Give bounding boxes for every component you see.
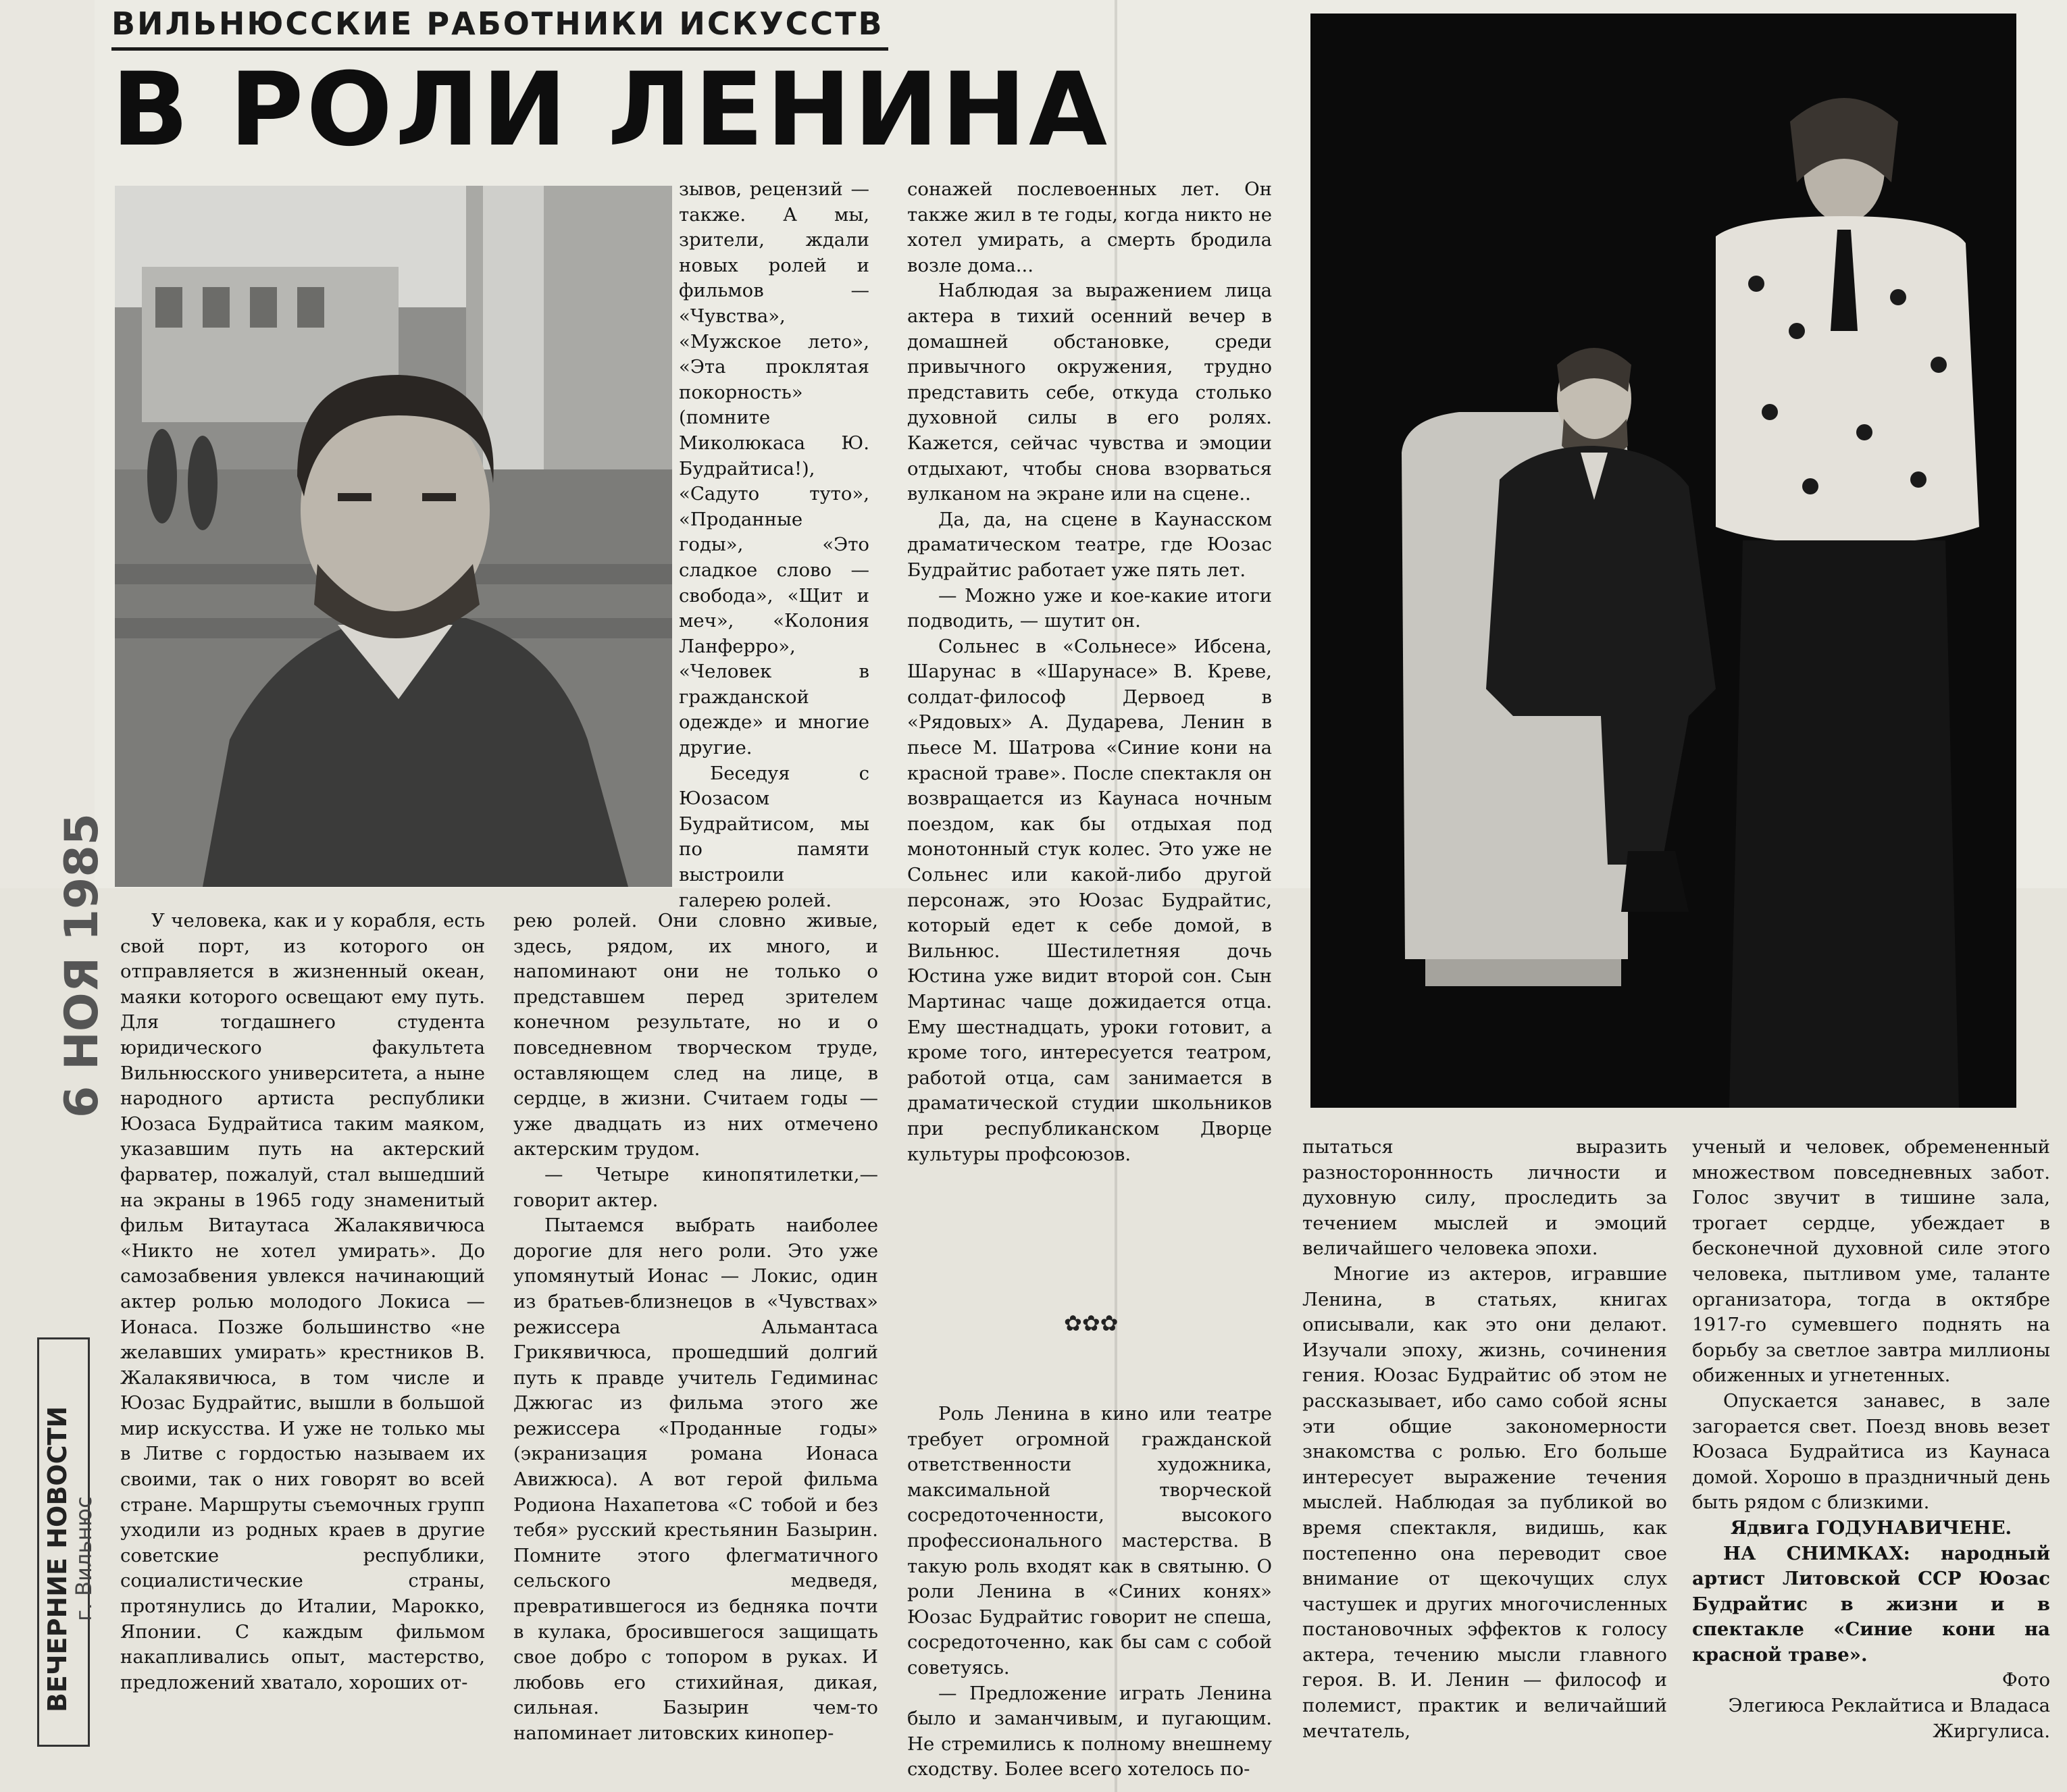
paragraph: рею ролей. Они словно живые, здесь, рядом, их много, и напоминают они не только о представшем перед зрителем конечном результате, но и о повседневном творческом труде, оставляющем след на лице, в сердце, в жизни. Считаем годы — уже двадцать из них отмечено актерским трудом. (513, 910, 878, 1160)
article-headline: В РОЛИ ЛЕНИНА (111, 51, 1111, 169)
stamp-newspaper-text: ВЕЧЕРНИЕ НОВОСТИ (43, 1406, 72, 1712)
author-signature: Ядвига ГОДУНАВИЧЕНЕ. (1730, 1516, 2012, 1539)
paragraph: Да, да, на сцене в Каунасском драматическом театре, где Юозас Будрайтис работает уже пять лет. (907, 508, 1272, 581)
paragraph: У человека, как и у корабля, есть свой порт, из которого он отправляется в жизненный океан, маяки которого освещают ему путь. Для тогдашнего студента юридического факультета Вильнюсского университета, а ныне народного артиста республики Юозаса Будрайтиса таким маяком, указавшим путь на актерский фарватер, пожалуй, стал вышедший на экраны в 1965 году знаменитый фильм Витаутаса Жалакявичюса «Никто не хотел умирать». До самозабвения увлекся начинающий актер ролью молодого Локиса — Ионаса. Позже большинство «не желавших умирать» крестников В. Жалакявичюса, в том числе и Юозас Будрайтис, вышли в большой мир искусства. И уже не только мы в Литве с гордостью называем их своими, так о них говорят во всей стране. Маршруты съемочных групп уходили из родных краев в другие советские республики, социалистические страны, протянулись до Италии, Марокко, Японии. С каждым фильмом накапливались опыт, мастерство, предложений хватало, хороших от- (120, 910, 485, 1693)
stamp-date-text: 6 НОЯ 1985 (55, 813, 109, 1118)
article-column-b2 (513, 908, 878, 1744)
paragraph: Многие из актеров, игравшие Ленина, в статьях, книгах описывали, как это они делают. Изучали эпоху, жизнь, сочинения гения. Юозас Будрайтис об этом не рассказывает, ибо само собой ясны эти общие закономерности знакомства с ролью. Его больше интересует выражение течения мыслей. Наблюдая за публикой во время спектакля, видишь, как постепенно она переводит свое внимание от щекочущих слух частушек и других многочисленных постановочных эффектов к голосу актера, течению мысли главного героя. В. И. Ленин — философ и полемист, практик и величайший мечтатель, (1302, 1262, 1667, 1742)
article-column-a1 (679, 177, 869, 917)
paragraph: сонажей послевоенных лет. Он также жил в те годы, когда никто не хотел умирать, а смерть бродила возле дома... (907, 178, 1272, 276)
photo-caption: НА СНИМКАХ: народный артист Литовской ССР Юозас Будрайтис в жизни и в спектакле «Синие кони на красной траве». (1692, 1542, 2050, 1666)
paragraph: — Четыре кинопятилетки,— говорит актер. (513, 1163, 878, 1211)
photo-stage-scene (1310, 14, 2016, 1108)
paragraph: пытаться выразить разностороннность личности и духовную силу, проследить за течением мыслей и эмоций величайшего человека эпохи. (1302, 1136, 1667, 1260)
paragraph: Сольнес в «Сольнесе» Ибсена, Шарунас в «Шарунасе» В. Креве, солдат-философ Дервоед в «Рядовых» А. Дударева, Ленин в пьесе М. Шатрова «Синие кони на красной траве». После спектакля он возвращается из Каунаса ночным поездом, как бы отдыхая под монотонный стук колес. Это уже не Сольнес или какой-либо другой персонаж, это Юозас Будрайтис, который едет к себе домой, в Вильнюс. Шестилетняя дочь Юстина уже видит второй сон. Сын Мартинас чаще дожидается отца. Ему шестнадцать, уроки готовит, а кроме того, интересуется театром, работой отца, сам занимается в драматической студии школьников при республиканском Дворце культуры профсоюзов. (907, 635, 1272, 1165)
stage-illustration (1310, 14, 2016, 1108)
photo-credit-label: Фото (2001, 1669, 2050, 1691)
section-divider-stars: ✿✿✿ (1064, 1310, 1119, 1336)
paragraph: Беседуя с Юозасом Будрайтисом, мы по памяти выстроили галерею ролей. (679, 762, 869, 911)
article-column-b4 (907, 1402, 1272, 1790)
stamp-date (55, 813, 109, 1119)
paragraph: — Предложение играть Ленина было и заманчивым, и пугающим. Не стремились к полному внешнему сходству. Более всего хотелось по- (907, 1682, 1272, 1781)
paragraph: — Можно уже и кое-какие итоги подводить, — шутит он. (907, 584, 1272, 632)
paragraph: ученый и человек, обремененный множеством повседневных забот. Голос звучит в тишине зала, трогает сердце, убеждает в бесконечной духовной силе этого человека, пытливом уме, таланте организатора, тогда в октябре 1917-го сумевшего поднять на борьбу за светлое завтра миллионы обиженных и угнетенных. (1692, 1136, 2050, 1387)
section-rubric: ВИЛЬНЮССКИЕ РАБОТНИКИ ИСКУССТВ (111, 5, 884, 42)
paragraph: Пытаемся выбрать наиболее дорогие для него роли. Это уже упомянутый Ионас — Локис, один из братьев-близнецов в «Чувствах» режиссера Альмантаса Грикявичюса, прошедший долгий путь к правде учитель Гедиминас Джюгас из фильма этого же режиссера «Проданные годы» (экранизация романа Ионаса Авижюса). А вот герой фильма Родиона Нахапетова «С тобой и без тебя» русский крестьянин Базырин. Помните этого флегматичного сельского медведя, превратившегося из бедняка почти в кулака, бросившегося защищать свое добро с топором в руках. И любовь его стихийная, дикая, сильная. Базырин чем-то напоминает литовских кинопер- (513, 1214, 878, 1744)
article-column-b1 (120, 908, 485, 1787)
rubric-underline (111, 47, 888, 51)
paragraph: Опускается занавес, в зале загорается свет. Поезд вновь везет Юозаса Будрайтиса из Каунаса домой. Хорошо в праздничный день быть рядом с близкими. (1692, 1389, 2050, 1514)
article-column-a2 (907, 177, 1272, 1165)
photo-actor-portrait (115, 186, 672, 887)
paragraph: зывов, рецензий — также. А мы, зрители, ждали новых ролей и фильмов — «Чувства», «Мужское лето», «Эта проклятая покорность» (помните Миколюкаса Ю. Будрайтиса!), «Садуто туто», «Проданные годы», «Это сладкое слово — свобода», «Щит и меч», «Колония Ланферро», «Человек в гражданской одежде» и многие другие. (679, 178, 869, 759)
photo-credit-names: Элегиюса Реклайтиса и Владаса Жиргулиса. (1728, 1695, 2050, 1742)
stamp-city (71, 1496, 97, 1622)
portrait-illustration (115, 186, 672, 887)
paragraph: Наблюдая за выражением лица актера в тихий осенний вечер в домашней обстановке, среди привычного окружения, трудно представить себе, откуда столько духовной силы в его ролях. Кажется, сейчас чувства и эмоции отдыхают, чтобы снова взорваться вулканом на экране или на сцене.. (907, 280, 1272, 505)
article-column-c1 (1302, 1135, 1667, 1790)
paragraph: Роль Ленина в кино или театре требует огромной гражданской ответственности художника, максимальной творческой сосредоточенности, высокого профессионального мастерства. В такую роль входят как в святыню. О роли Ленина в «Синих конях» Юозас Будрайтис говорит не спеша, сосредоточенно, как бы сам с собой советуясь. (907, 1403, 1272, 1679)
stamp-city-text: г. Вильнюс (71, 1496, 97, 1621)
article-column-c2 (1692, 1135, 2050, 1790)
